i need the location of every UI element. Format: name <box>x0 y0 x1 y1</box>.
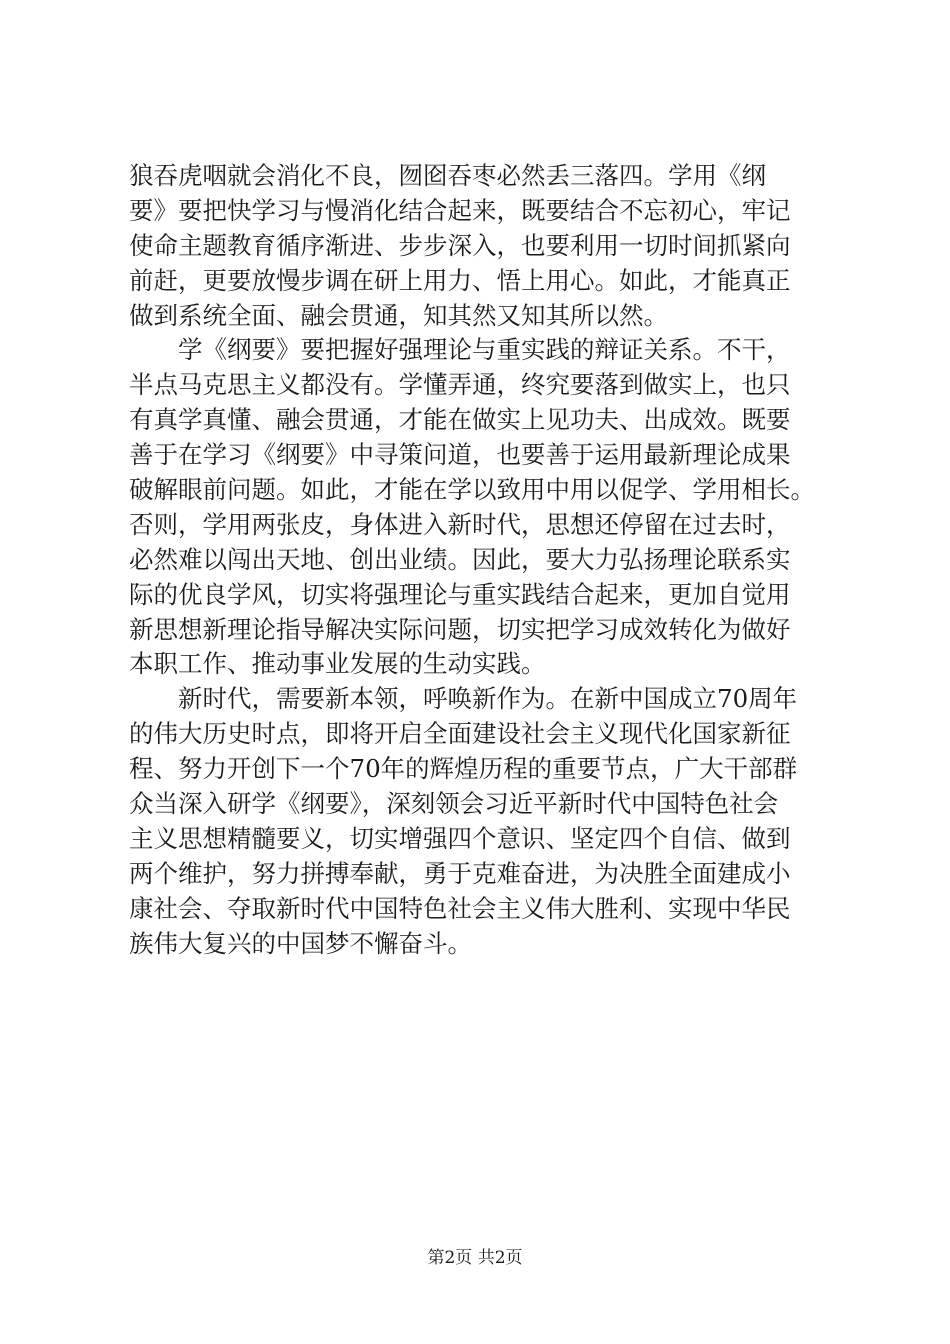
text-line: 前赶，更要放慢步调在研上用力、悟上用心。如此，才能真正 <box>129 265 791 295</box>
text-line: 使命主题教育循序渐进、步步深入，也要利用一切时间抓紧向 <box>129 230 791 260</box>
text-line: 本职工作、推动事业发展的生动实践。 <box>129 649 546 679</box>
text-line: 新时代，需要新本领，呼唤新作为。在新中国成立70周年 <box>178 684 798 714</box>
text-line: 狼吞虎咽就会消化不良，囫囵吞枣必然丢三落四。学用《纲 <box>129 161 766 190</box>
paragraph <box>129 159 829 333</box>
text-line: 际的优良学风，切实将强理论与重实践结合起来，更加自觉用 <box>129 579 791 609</box>
text-line: 有真学真懂、融会贯通，才能在做实上见功夫、出成效。既要 <box>129 405 791 435</box>
text-line: 主义思想精髓要义，切实增强四个意识、坚定四个自信、做到 <box>129 823 791 853</box>
paragraph <box>129 333 829 682</box>
text-line: 破解眼前问题。如此，才能在学以致用中用以促学、学用相长。 <box>129 475 815 505</box>
text-line: 做到系统全面、融会贯通，知其然又知其所以然。 <box>129 300 668 330</box>
text-line: 必然难以闯出天地、创出业绩。因此，要大力弘扬理论联系实 <box>129 544 791 574</box>
text-line: 两个维护，努力拼搏奉献，勇于克难奋进，为决胜全面建成小 <box>129 858 791 888</box>
text-line: 新思想新理论指导解决实际问题，切实把学习成效转化为做好 <box>129 614 791 644</box>
text-line: 的伟大历史时点，即将开启全面建设社会主义现代化国家新征 <box>129 719 791 749</box>
text-line: 否则，学用两张皮，身体进入新时代，思想还停留在过去时， <box>129 509 791 539</box>
text-line: 善于在学习《纲要》中寻策问道，也要善于运用最新理论成果 <box>129 440 791 470</box>
text-line: 要》要把快学习与慢消化结合起来，既要结合不忘初心，牢记 <box>129 195 791 225</box>
body-text <box>129 159 829 961</box>
text-line: 族伟大复兴的中国梦不懈奋斗。 <box>129 928 472 958</box>
text-line: 半点马克思主义都没有。学懂弄通，终究要落到做实上，也只 <box>129 370 791 400</box>
text-line: 康社会、夺取新时代中国特色社会主义伟大胜利、实现中华民 <box>129 893 791 923</box>
text-line: 众当深入研学《纲要》，深刻领会习近平新时代中国特色社会 <box>129 789 779 819</box>
page-number-footer: 第2页 共2页 <box>427 1248 523 1268</box>
text-line: 学《纲要》要把握好强理论与重实践的辩证关系。不干， <box>178 335 791 365</box>
text-line: 程、努力开创下一个70年的辉煌历程的重要节点，广大干部群 <box>129 754 798 784</box>
paragraph <box>129 682 829 961</box>
